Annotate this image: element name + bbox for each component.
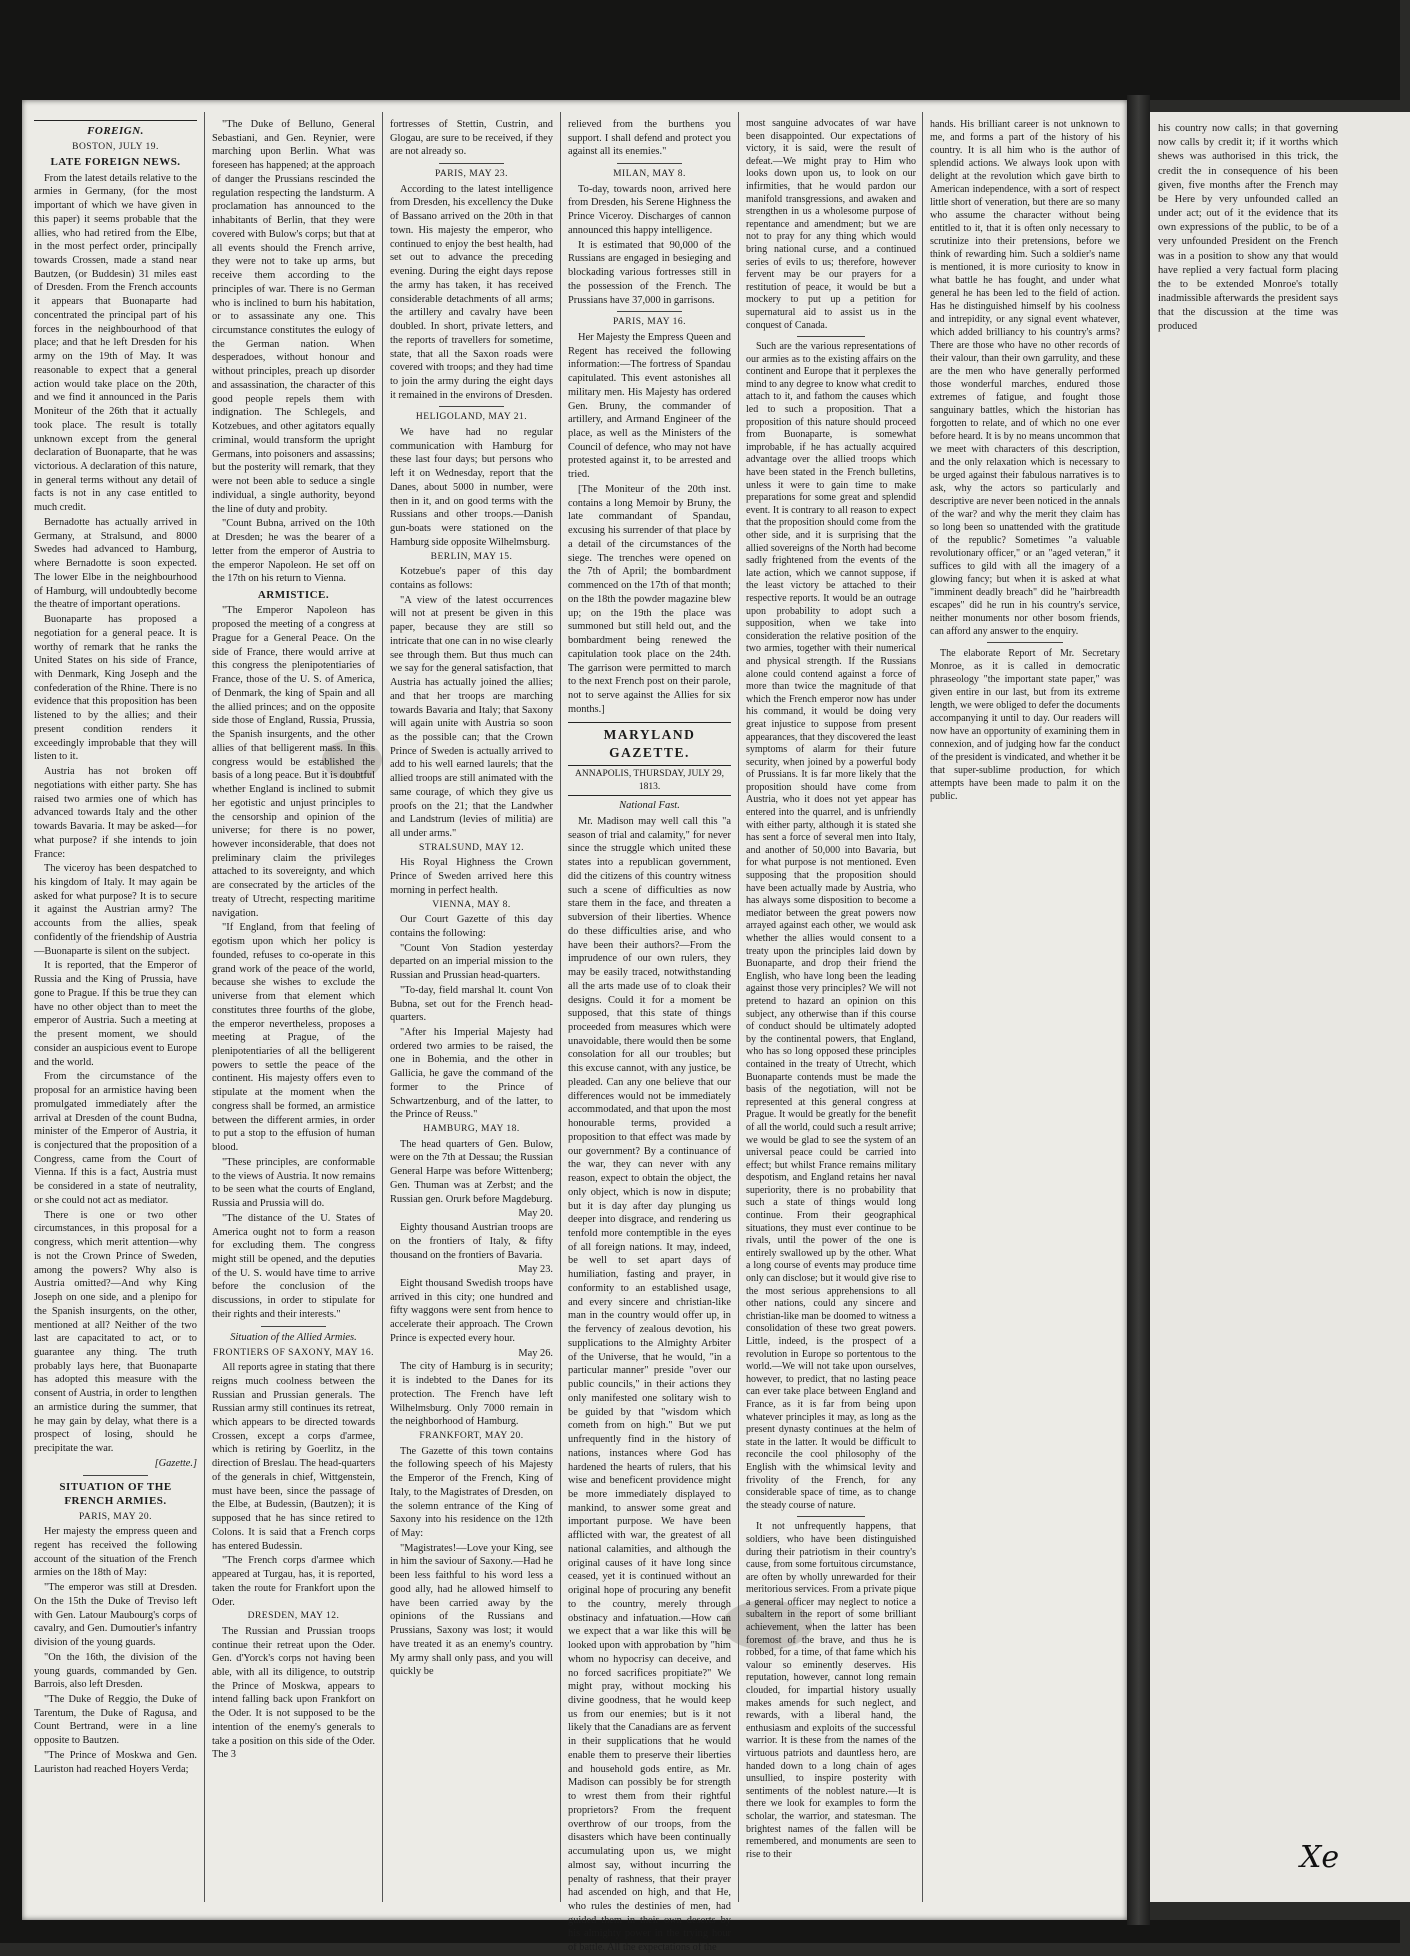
paragraph: It not unfrequently happens, that soldiers, who have been distinguished during their patriotism in their country's cause, from some fortuitous circumstance, are often by wholly unrewarded for their meritorious services. From a private pique a general officer may neglect to notice a subaltern in the report of some brilliant achievement, when the latter has been foremost of the brave, and thus he is robbed, for a time, of that fame which his valour so eminently deserves. His reputation, however, cannot long remain clouded, for impartial history usually makes amends for such neglect, and rewards, with a liberal hand, the enthusiasm and exploits of the successful warrior. It is these from the names of the virtuous patriots and dauntless hero, are handed down to a long chain of ages unsullied, to inspire posterity with sentiments of the noblest nature.—It is there we look for examples to form the scholar, the warrior, and statesman. The brightest names of the fallen will be remembered, and monuments are seen to rise to their <box>746 1521 916 1860</box>
separator <box>797 336 865 337</box>
paragraph: Her Majesty the Empress Queen and Regent has received the following information:—The fortress of Spandau capitulated. This event astonishes all military men. His Majesty has ordered Gen. Bruny, the commander of artillery, and Armand Engineer of the place, as well as the Ministers of the Council of defence, who may not have protested against it, to be arrested and tried. <box>568 331 731 481</box>
facing-page-fragment <box>1150 112 1410 1902</box>
dateline-boston: BOSTON, JULY 19. <box>72 141 159 152</box>
paragraph: fortresses of Stettin, Custrin, and Glogau, are sure to be received, if they are not already so. <box>390 119 553 158</box>
paragraph: Eighty thousand Austrian troops are on the frontiers of Italy, & fifty thousand on the frontiers of Bavaria. <box>390 1222 553 1261</box>
paragraph: "If England, from that feeling of egotism upon which her policy is founded, refuses to co-operate in this grand work of the peace of the world, because she wishes to exclude the universe from that element which constitutes three fourths of the globe, the emperor nevertheless, proposes a meeting at Prague, of the plenipotentiaries of all the belligerent powers to settle the peace of the continent. His majesty offers even to stipulate at the moment when the congress shall be formed, an armistice between the different armies, in order to put a stop to the effusion of human blood. <box>212 922 375 1154</box>
column-6 <box>930 118 1120 804</box>
paragraph: "Count Von Stadion yesterday departed on an imperial mission to the Russian and Prussian head-quarters. <box>390 942 553 982</box>
paragraph: Our Court Gazette of this day contains the following: <box>390 914 553 939</box>
paragraph: hands. His brilliant career is not unknown to me, and forms a part of the history of his country. It is all him who is the author of splendid actions. We always look upon with delight at the revolution which gave birth to American independence, with a sort of respect little short of veneration, but there are so many who assume the character without being entitled to it, that it is often only necessary to scrutinize into their pretensions, before we think of rewarding him. Such a soldier's name is mentioned, it is more curiosity to know in what battle he has fought, and under what general he has been led to the field of action. Has he distinguished himself by his coolness and intrepidity, or any signal event whatever, which added brilliancy to his country's arms? There are those who have no other records of their valour, than their own garrulity, and these are the men who have generally performed those wonderful marches, endured those extremes of fatigue, and fought those sanguinary battles, which the historian has forgotten to relate, and of which no one ever before heard. It is by no means uncommon that we meet with characters of this description, and the only relaxation which is necessary to be urged against their fabulous narratives is to ask, why the actors so particularly and descriptive are never been noticed in the annals of the war? and why the merit they claim has so long been so unattended with the gratitude of the republic? Sometimes "a valuable revolutionary officer," or an "aged veteran," it suffices to gild with all the imagery of a glowing fancy; but when it is asked at what "imminent deadly breach" did he "hairbreadth escapes" did he run in his country's service, neither monuments nor other bosom friends, can afford any answer to the enquiry. <box>930 119 1120 637</box>
separator <box>797 1516 865 1517</box>
paragraph: his country now calls; in that governing now calls by credit it; if it worths which shews was authorised in this trick, the credit the in consequence of his been given, five months after the French may be Here by very unfounded called an under act; out of it the evidence that its own expressions of the public, to be of a very unfounded President on the French was in a position to show any that would have replied a very factual form placing the to be extended Monroe's totally inadmissible afterwards the president says that the discussion at the time was produced <box>1158 123 1338 333</box>
scan-left-edge <box>0 0 22 1943</box>
paragraph: Mr. Madison may well call this "a season of trial and calamity," for never since the struggle which united these states into a republican government, did the citizens of this country witness such a scene of difficulties as now stare them in the face, and threaten a subversion of their liberties. Whence do these difficulties arise, and who have been their authors?—From the imprudence of our own rulers, they may be easily traced, notwithstanding all the arts made use of to cloak their designs. Could it for a moment be supposed, that this state of things proceeded from measures which were unavoidable, there would then be some consolation for all our troubles; but this excuse cannot, with any justice, be pleaded. Can any one believe that our differences would not be immediately accommodated, and that upon the most honourable terms, provided a proposition to that effect was made by our government? By a continuance of the war, they can never with any reason, expect to obtain the object, the only object, which is now in dispute; but it is day after day plunging us deeper into disgrace, and rendering us tenfold more contemptible in the eyes of all foreign nations. It may, indeed, be well to set apart days of humiliation, fasting and prayer, in conformity to an established usage, and every sincere and christian-like man in the country would offer up, in the fervency of zealous devotion, his supplications to the Almighty Arbiter of the Universe, that he would, "in a particular manner" preside "over our public councils," in their actions they only manifested one solitary wish to be guided by that "wisdom which cometh from on high." But we put unfrequently find in the history of nations, instances where God has hardened the hearts of rulers, that his wise and beneficent providence might be more immediately displayed to mankind, to answer some great and important purpose. We have been afflicted with war, the greatest of all national calamities, and although the original causes of it have long since ceased, yet it is continued without an original hope of procuring any benefit to the country, merely through obstinacy and infatuation.—How can we expect that a war like this will be looked upon with approbation by "him whom no hypocrisy can deceive, and no forced sacrifices propitiate?" We might pray, without mocking his divine goodness, that he would keep us from our enemies; but is it not likely that the Canadians are as fervent in their supplications that he would enable them to preserve their liberties and household gods entire, as Mr. Madison can possibly be for strength to wrest them from their rightful proprietors? From the frequent overthrow of our troops, from the disasters which have been continually accumulating upon us, we might almost say, without incurring the penalty of rashness, that their prayer had ascended on high, and that He, who rules the destinies of men, had guided them in their own deserts by his almighty power in the trying hour of battle. All the expectations of the <box>568 815 731 1954</box>
paragraph: Bernadotte has actually arrived in Germany, at Stralsund, and 8000 Swedes had advanced to Hamburg, where Bernadotte is soon expected. The lower Elbe in the neighbourhood of Hamburg, will undoubtedly become the theatre of important operations. <box>34 516 197 611</box>
paragraph: To-day, towards noon, arrived here from Dresden, his Serene Highness the Prince Viceroy. Discharges of cannon announced this happy intelligence. <box>568 183 731 236</box>
section-heading-foreign: FOREIGN. <box>34 120 197 139</box>
column-7 <box>1158 122 1338 336</box>
paragraph: "Magistrates!—Love your King, see in him the saviour of Saxony.—Had he been less faithful to his word less a good ally, had he allowed himself to have been carried away by the opinions of the Russians and Prussians, Saxony was lost; it would have treated it as an enemy's country. My army shall only pass, and you will quickly be <box>390 1542 553 1678</box>
paragraph: "The distance of the U. States of America ought not to form a reason for excluding them. The congress might still be opened, and the deputies of the U. S. would have time to arrive before the conclusion of the discussions, in order to stipulate for their rights and their interests." <box>212 1212 375 1320</box>
paragraph: We have had no regular communication with Hamburg for these last four days; but persons who left it on Wednesday, report that the Danes, about 5000 in number, were then in it, and on good terms with the Russians and other troops.—Danish gun-boats were stationed on the Hamburg side opposite Wilhelmsburg. <box>390 427 553 548</box>
dateline-milan: MILAN, MAY 8. <box>613 169 686 180</box>
separator <box>617 163 682 164</box>
scan-top-edge <box>0 0 1400 100</box>
paragraph: "These principles, are conformable to the views of Austria. It now remains to be seen what the courts of England, Russia and Prussia will do. <box>212 1156 375 1210</box>
separator <box>261 1326 326 1327</box>
column-5 <box>746 118 916 1862</box>
paragraph: His Royal Highness the Crown Prince of Sweden arrived here this morning in perfect health. <box>390 857 553 896</box>
paragraph: From the circumstance of the proposal for an armistice having been promulgated immediately after the arrival at Dresden of the count Budna, minister of the Emperor of Austria, it is conjectured that the proposition of a Congress, came from the Court of Vienna. If this is a fact, Austria must be considered in a state of neutrality, or she could not act as mediator. <box>34 1071 197 1206</box>
separator <box>439 163 504 164</box>
handwritten-margin-mark: Xe <box>1300 1840 1340 1875</box>
paragraph: "The emperor was still at Dresden. On the 15th the Duke of Treviso left with Gen. Latour Maubourg's corps of cavalry, and Gen. Dumoutier's infantry division of the young guards. <box>34 1582 197 1649</box>
paragraph: most sanguine advocates of war have been disappointed. Our expectations of victory, it is said, were the result of defeat.—We might pray to Him who looks down upon us, to look on our infirmities, that he would pardon our manifold transgressions, and awaken and strengthen in us a wholesome purpose of repentance and amendment; but we are not to pray for any thing which would bring national curse, and a continued series of evils to us; therefore, however fervent may be our prayers for a restitution of peace, it would be but a mockery to put up a petition for supernatural aid to assist us in the conquest of Canada. <box>746 118 916 331</box>
paragraph: "The Duke of Belluno, General Sebastiani, and Gen. Reynier, were marching upon Berlin. What was foreseen has happened; at the approach of danger the Prussians rescinded the regulation respecting the landsturm. A proclamation has announced to the inhabitants of Berlin, that they were covered with Bulow's corps; but that at all events should the French arrive, they were not to take up arms, but receive them according to the principles of war. There is no German who is inclined to burn his habitation, or to assassinate any one. This circumstance constitutes the eulogy of the German nation. When desperadoes, without honour and without principles, preach up disorder and assassination, the character of this good people repels them with indignation. The Schlegels, and Kotzebues, and other agitators equally criminal, would transform the upright Germans, into poisoners and assassins; but the posterity will remark, that they were not been able to seduce a single individual, a single authority, beyond the line of duty and probity. <box>212 119 375 515</box>
paragraph: Her majesty the empress queen and regent has received the following account of the situation of the French armies on the 18th of May: <box>34 1526 197 1579</box>
column-1 <box>34 118 197 1777</box>
dateline-paris: PARIS, MAY 20. <box>79 1511 152 1522</box>
paragraph: All reports agree in stating that there reigns much coolness between the Russian and Prussian generals. The Russian army still continues its retreat, which appears to be directed towards Crossen, except a corps d'armee, which is retiring by Goerlitz, in the direction of Breslau. The head-quarters of the generals in chief, Wittgenstein, must have been, since the passage of the Elbe, at Budessin, (Bautzen); it is supposed that he has since retired to Colons. It is said that a French corps has entered Budessin. <box>212 1362 375 1552</box>
dateline-paris-may16: PARIS, MAY 16. <box>613 317 686 328</box>
separator <box>83 1475 148 1476</box>
dateline-dresden: DRESDEN, MAY 12. <box>247 1611 340 1622</box>
source-signoff: [Gazette.] <box>154 1457 197 1469</box>
column-rule <box>922 112 923 1902</box>
paragraph: "Count Bubna, arrived on the 10th at Dresden; he was the bearer of a letter from the emperor of Austria to the emperor Napoleon. He set off on the 17th on his return to Vienna. <box>212 518 375 585</box>
headline-armistice: ARMISTICE. <box>257 588 330 601</box>
dateline-frankfort: FRANKFORT, MAY 20. <box>419 1431 524 1442</box>
dateline-saxony: FRONTIERS OF SAXONY, MAY 16. <box>213 1347 374 1358</box>
column-rule <box>560 112 561 1902</box>
paragraph: The viceroy has been despatched to his kingdom of Italy. It may again be asked for what purpose? It is to secure it against the Austrian army? The accounts from the allies, speak confidently of the friendship of Austria—Buonaparte is silent on the subject. <box>34 863 197 957</box>
paragraph: "The Emperor Napoleon has proposed the meeting of a congress at Prague for a General Peace. On the side of France, there would arrive at this congress the plenipotentiaries of France, those of the U. S. of America, of Denmark, the king of Spain and all the allied princes; and on the opposite side those of England, Russia, Prussia, the Spanish insurgents, and the other allies of that belligerent mass. In this congress would be established the basis of a long peace. But it is doubtful whether England is inclined to submit her egotistic and unjust principles to the censorship and opinion of the universe; for there is no power, however inconsiderable, that does not preliminary claim the privileges attached to its sovereignty, and which are consecrated by the articles of the treaty of Utrecht, respecting maritime navigation. <box>212 605 375 919</box>
column-rule <box>382 112 383 1902</box>
paragraph: The elaborate Report of Mr. Secretary Monroe, as it is called in democratic phraseology "the important state paper," was given entire in our last, but from its extreme length, we were obliged to defer the documents accompanying it until to day. Our readers will now have an opportunity of examining them in connexion, and of judging how far the conduct of the president is vindicated, and whether it be that super-sublime production, for which attempts have been made to palm it on the public. <box>930 648 1120 802</box>
masthead-dateline: ANNAPOLIS, THURSDAY, JULY 29, 1813. <box>568 768 731 796</box>
paragraph: Austria has not broken off negotiations with either party. She has raised two armies one of which has advanced towards Italy and the other towards Bavaria. It may be asked—for what purpose? if she intends to join France: <box>34 766 197 860</box>
column-4 <box>568 118 731 1956</box>
column-rule <box>204 112 205 1902</box>
paragraph: "On the 16th, the division of the young guards, commanded by Gen. Barrois, also left Dresden. <box>34 1651 197 1691</box>
masthead-maryland-gazette: MARYLAND GAZETTE. <box>568 722 731 766</box>
dateline-berlin: BERLIN, MAY 15. <box>430 551 513 562</box>
column-3 <box>390 118 553 1680</box>
date-label-may26: May 26. <box>518 1347 553 1359</box>
paragraph: According to the latest intelligence from Dresden, his excellency the Duke of Bassano arrived on the 20th in that town. His majesty the emperor, who continued to enjoy the best health, had set out to advance the preceding evening. During the eight days repose the army has taken, it has received considerable detachments of all arms; the artillery and cavalry have been doubled. In short, private letters, and the reports of travellers for sometime, state, that all the Saxon roads were covered with troops; and they had time to join the army during the eight days it remained in the environs of Dresden. <box>390 183 553 401</box>
paragraph: Buonaparte has proposed a negotiation for a general peace. It is worthy of remark that he ranks the United States on his side of France, with Denmark, King Joseph and the confederation of the Rhine. There is no evidence that this proposition has been listened to by the allies; and their present condition renders it exceedingly improbable that they will listen to it. <box>34 614 197 763</box>
paragraph: Kotzebue's paper of this day contains as follows: <box>390 566 553 591</box>
paragraph: "The Prince of Moskwa and Gen. Lauriston had reached Hoyers Verda; <box>34 1749 197 1775</box>
book-gutter <box>1127 95 1150 1925</box>
column-2 <box>212 118 375 1763</box>
paragraph: The city of Hamburg is in security; it is indebted to the Danes for its protection. The French have left Wilhelmsburg. Only 7000 remain in the neighborhood of Hamburg. <box>390 1361 553 1428</box>
paragraph: "The French corps d'armee which appeared at Turgau, has, it is reported, taken the route for Frankfort upon the Oder. <box>212 1555 375 1608</box>
dateline-vienna: VIENNA, MAY 8. <box>432 899 511 910</box>
paragraph: It is estimated that 90,000 of the Russians are engaged in besieging and blockading various fortresses still in the possession of the French. The Prussians have 37,000 in garrisons. <box>568 239 731 306</box>
headline-national-fast: National Fast. <box>619 800 680 812</box>
dateline-heligoland: HELIGOLAND, MAY 21. <box>415 412 528 423</box>
headline-late-foreign-news: LATE FOREIGN NEWS. <box>50 156 181 169</box>
paragraph: It is reported, that the Emperor of Russia and the King of Prussia, have gone to Prague. If this be true they can have no other object than to meet the emperor of Austria. Such a meeting at the present moment, we should consider an auspicious event to Europe and the world. <box>34 960 197 1068</box>
headline-allied-armies: Situation of the Allied Armies. <box>230 1331 357 1343</box>
paragraph: "To-day, field marshal lt. count Von Bubna, set out for the French head-quarters. <box>390 984 553 1024</box>
separator <box>617 311 682 312</box>
date-label-may20: May 20. <box>518 1208 553 1220</box>
paragraph: The Gazette of this town contains the following speech of his Majesty the Emperor of the French, King of Italy, to the Magistrates of Dresden, on the solemn entrance of the King of Saxony into his residence on the 12th of May: <box>390 1445 553 1540</box>
paragraph: Such are the various representations of our armies as to the existing affairs on the continent and Europe that it perplexes the mind to any degree to know what credit to attach to it, and fathom the causes which led to such a proposition. That a proposition of this nature should proceed from Buonaparte, is somewhat improbable, if he has actually acquired advantage over the allied troops which have been stated in the French bulletins, unless it were to gain time to make preparations for some great and splendid event. It is contrary to all reason to expect that the proposition should come from the other side, and it is surprising that the allied sovereigns of the North had become sadly frightened from the events of the late action, which we cannot suppose, if the least victory be attached to their respective reports. It would be an outrage upon probability to adopt such a supposition, when we take into consideration the relative position of the two armies, together with their numerical and physical strength. If the Russians alone could contend against a force of more than twice the magnitude of that which the French emperor now has under his command, it would be doing very great injustice to suppose from present appearances, that they discovered the least symptoms of alarm for their future security, when joined by a powerful body of Prussians. It is far more likely that the proposition should have come from Austria, who it does not yet appear has entered into the quarrel, and is unfriendly with either party, although it is stated she has sent a force of several men into Italy, and another of 50,000 into Bavaria, but for what purpose is not mentioned. Even supposing that the proposition should have been actually made by Austria, who has always some disposition to become a mediator between the great powers now arrayed against each other, we would ask whether the allies would consent to a treaty upon the principles laid down by Buonaparte, and drop their friend the English, who have long been the leading against those very principles? We will not pretend to hazard an opinion on this subject, any otherwise than if this course of conduct should be ultimately adopted by the continental powers, that England, who has so long opposed these principles contained in the treaty of Utrecht, which Buonaparte contends must be made the basis of the negotiation, will not be represented at this general congress at Prague. It would be greatly for the benefit of all the world, could such a result arrive; we would be glad to see the system of an universal peace could be carried into effect; but whilst France remains military despotism, and England retains her naval superiority, there is no probability that such a state of things would long continue. From their geographical situations, they must ever continue to be rivals, until the power of the one is entirely swallowed up by the other. What a long course of events may produce time only can disclose; but it would give rise to the most serious apprehensions to all other nations, could any sincere and christian-like man be doomed to witness a consolidation of these two great powers. Little, indeed, is the prospect of a revolution in Europe so portentous to the world.—We will not take upon ourselves, however, to predict, that no lasting peace can ever take place between England and France, as it is far from being upon whatever principles it may, as long as the present dynasty continues at the helm of state in the latter. It would be difficult to reconcile the cool philosophy of the English with the whimsical levity and frivolity of the French, for any considerable space of time, as to change the steady course of nature. <box>746 341 916 1511</box>
paragraph: From the latest details relative to the armies in Germany, (for the most important of which we have given in this paper) it seems probable that the allies, who had retired from the Elbe, in the most perfect order, principally towards Crossen, made a stand near Bautzen, (or Buddesin) 31 miles east of Dresden. From the French accounts it appears that Buonaparte had concentrated the principal part of his forces in the neighbourhood of that place; and that he left Dresden for his army on the 19th of May. It was reasonable to expect that a general action would take place on the 20th, and we find it announced in the Paris Moniteur of the 26th that it actually took place. The result is totally unknown except from the general declaration of Buonaparte, that he was victorious. A declaration of this nature, in general terms without any detail of facts is not in any case entitled to much credit. <box>34 172 197 514</box>
date-label-may23: May 23. <box>518 1264 553 1276</box>
separator <box>439 406 504 407</box>
paragraph: There is one or two other circumstances, in this proposal for a congress, which merit attention—why is not the Crown Prince of Sweden, among the powers? Why also is Austria omitted?—And why King Joseph on one side, and a plenipo for the Spanish insurgents, on the other, mentioned at all? Neither of the two last are capacitated to act, or to guarantee any thing. The truth probably lays here, that Buonaparte has adopted this measure with the consent of Austria, in order to lengthen an armistice during the summer, that he may gain by delay, what there is a prospect of losing, should he precipitate the war. <box>34 1209 197 1455</box>
paragraph: "After his Imperial Majesty had ordered two armies to be raised, the one in Bohemia, and the other in Gallicia, he gave the command of the former to the Prince of Schwartzenburg, and of the latter, to the Prince of Reuss." <box>390 1026 553 1121</box>
paragraph: Eight thousand Swedish troops have arrived in this city; one hundred and fifty waggons were sent from hence to accelerate their approach. The Crown Prince is expected every hour. <box>390 1278 553 1344</box>
paragraph: The Russian and Prussian troops continue their retreat upon the Oder. Gen. d'Yorck's corps not having been able, with all its diligence, to outstrip the Prince of Moskwa, appears to intend falling back upon Frankfort on the Oder. It is not supposed to be the intention of the enemy's generals to take a position on this side of the Oder. The 3 <box>212 1625 375 1761</box>
newspaper-page <box>22 100 1127 1954</box>
separator <box>987 642 1063 643</box>
paragraph: [The Moniteur of the 20th inst. contains a long Memoir by Bruny, the late commandant of Spandau, excusing his surrender of that place by a detail of the circumstances of the siege. The trenches were opened on the 7th of April; the bombardment commenced on the 17th of that month; on the 18th the powder magazine blew up; on the 19th the place was summoned but still held out, and the bombardment being renewed the capitulation took place on the 24th. The garrison were permitted to march to the next French post on their parole, not to serve against the Allies for six months.] <box>568 483 731 715</box>
dateline-stralsund: STRALSUND, MAY 12. <box>419 842 524 853</box>
headline-situation-french-armies: SITUATION OF THE FRENCH ARMIES. <box>59 1480 172 1508</box>
paragraph: relieved from the burthens you support. I shall defend and protect you against all its enemies." <box>568 119 731 158</box>
paragraph: The head quarters of Gen. Bulow, were on the 7th at Dessau; the Russian General Harpe was before Wittenberg; Gen. Thuman was at Zerbst; and the Russian gen. Orurk before Magdeburg. <box>390 1138 553 1205</box>
column-rule <box>738 112 739 1902</box>
paragraph: "The Duke of Reggio, the Duke of Tarentum, the Duke of Ragusa, and Count Bertrand, were in a line opposite to Bautzen. <box>34 1693 197 1747</box>
dateline-paris-may23: PARIS, MAY 23. <box>435 169 508 180</box>
paragraph: "A view of the latest occurrences will not at present be given in this paper, because they are still so intricate that one can in no wise clearly see through them. But thus much can we say for the general satisfaction, that Austria has actually joined the allies; and that her troops are marching towards Bavaria and Italy; that Saxony will again unite with Austria so soon as the possible can; that the Crown Prince of Sweden is actually arrived to add to his well earned laurels; that the allied troops are still animated with the same courage, of which they give us proofs on the 21; that the Landwher and Landstrum (levies of militia) are all under arms." <box>390 594 554 840</box>
dateline-hamburg: HAMBURG, MAY 18. <box>423 1124 520 1135</box>
